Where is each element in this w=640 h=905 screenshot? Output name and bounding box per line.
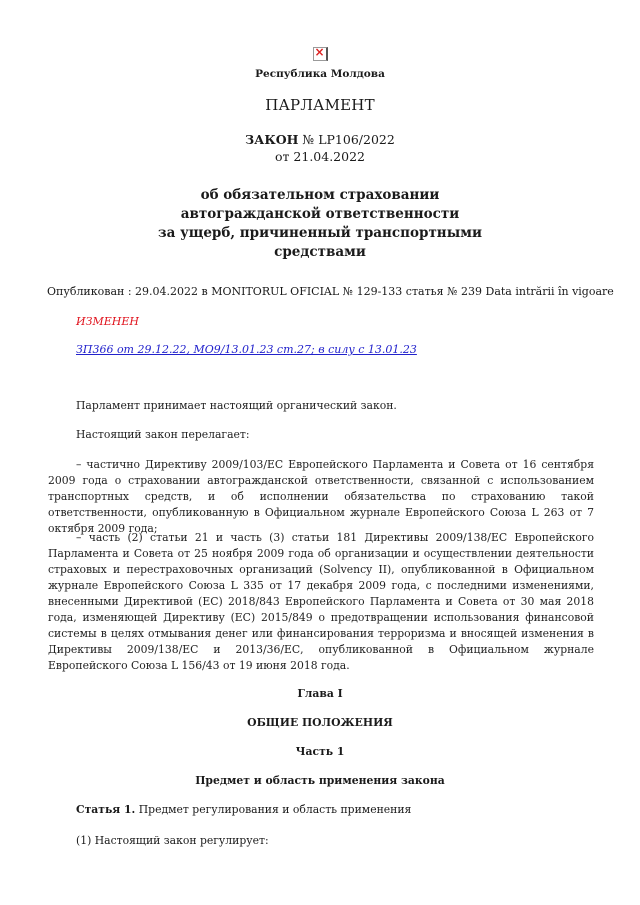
amendment-status: ИЗМЕНЕН	[76, 315, 139, 328]
law-label: ЗАКОН	[245, 132, 299, 147]
part-title: Предмет и область применения закона	[195, 774, 445, 787]
law-title-line: об обязательном страховании	[200, 187, 440, 203]
country-name: Республика Молдова	[255, 68, 385, 80]
law-title	[0, 186, 640, 262]
publication-info: Опубликован : 29.04.2022 в MONITORUL OFICIAL № 129-133 статья № 239 Data intrării în vigoare	[47, 285, 614, 298]
amendment-link[interactable]: ЗП366 от 29.12.22, MO9/13.01.23 ст.27; в силу с 13.01.23	[76, 343, 417, 356]
law-date: от 21.04.2022	[275, 149, 365, 164]
article-heading	[76, 803, 411, 816]
broken-image-icon	[313, 47, 328, 61]
law-number: № LP106/2022	[302, 132, 395, 147]
intro-paragraph: Парламент принимает настоящий органический закон.	[76, 399, 397, 412]
law-number-line	[0, 132, 640, 147]
directive-item-2: – часть (2) статьи 21 и часть (3) статьи 181 Директивы 2009/138/ЕС Европейского Парламента и Совета от 25 ноября 2009 года об организации и осуществлении деятельности страховых и перестраховочных организаций (Solvency II), опубликованной в Официальном журнале Европейского Союза L 335 от 17 декабря 2009 года, с последними изменениями, внесенными Директивой (ЕС) 2018/843 Европейского Парламента и Совета от 30 мая 2018 года, изменяющей Директиву (ЕС) 2015/849 о предотвращении использования финансовой системы в целях отмывания денег или финансирования терроризма и вносящей изменения в Директивы 2009/138/ЕС и 2013/36/ЕС, опубликованной в Официальном журнале Европейского Союза L 156/43 от 19 июня 2018 года.	[48, 531, 594, 672]
transposes-paragraph: Настоящий закон перелагает:	[76, 428, 250, 441]
chapter-title: ОБЩИЕ ПОЛОЖЕНИЯ	[247, 716, 393, 729]
law-title-line: за ущерб, причиненный транспортными	[158, 225, 482, 241]
article-title: Предмет регулирования и область применения	[138, 803, 412, 816]
clause-1: (1) Настоящий закон регулирует:	[76, 834, 269, 847]
article-label: Статья 1.	[76, 803, 136, 816]
law-title-line: средствами	[274, 244, 366, 260]
institution-name: ПАРЛАМЕНТ	[265, 96, 375, 114]
logo-container	[0, 46, 640, 65]
chapter-heading: Глава I	[297, 687, 343, 700]
directive-item-1: – частично Директиву 2009/103/ЕС Европейского Парламента и Совета от 16 сентября 2009 года о страховании автогражданской ответственности, связанной с использованием транспортных средств, и об исполнении обязательства по страхованию такой ответственности, опубликованную в Официальном журнале Европейского Союза L 263 от 7 октября 2009 года;	[48, 458, 594, 535]
part-heading: Часть 1	[295, 745, 345, 758]
law-title-line: автогражданской ответственности	[180, 206, 460, 222]
